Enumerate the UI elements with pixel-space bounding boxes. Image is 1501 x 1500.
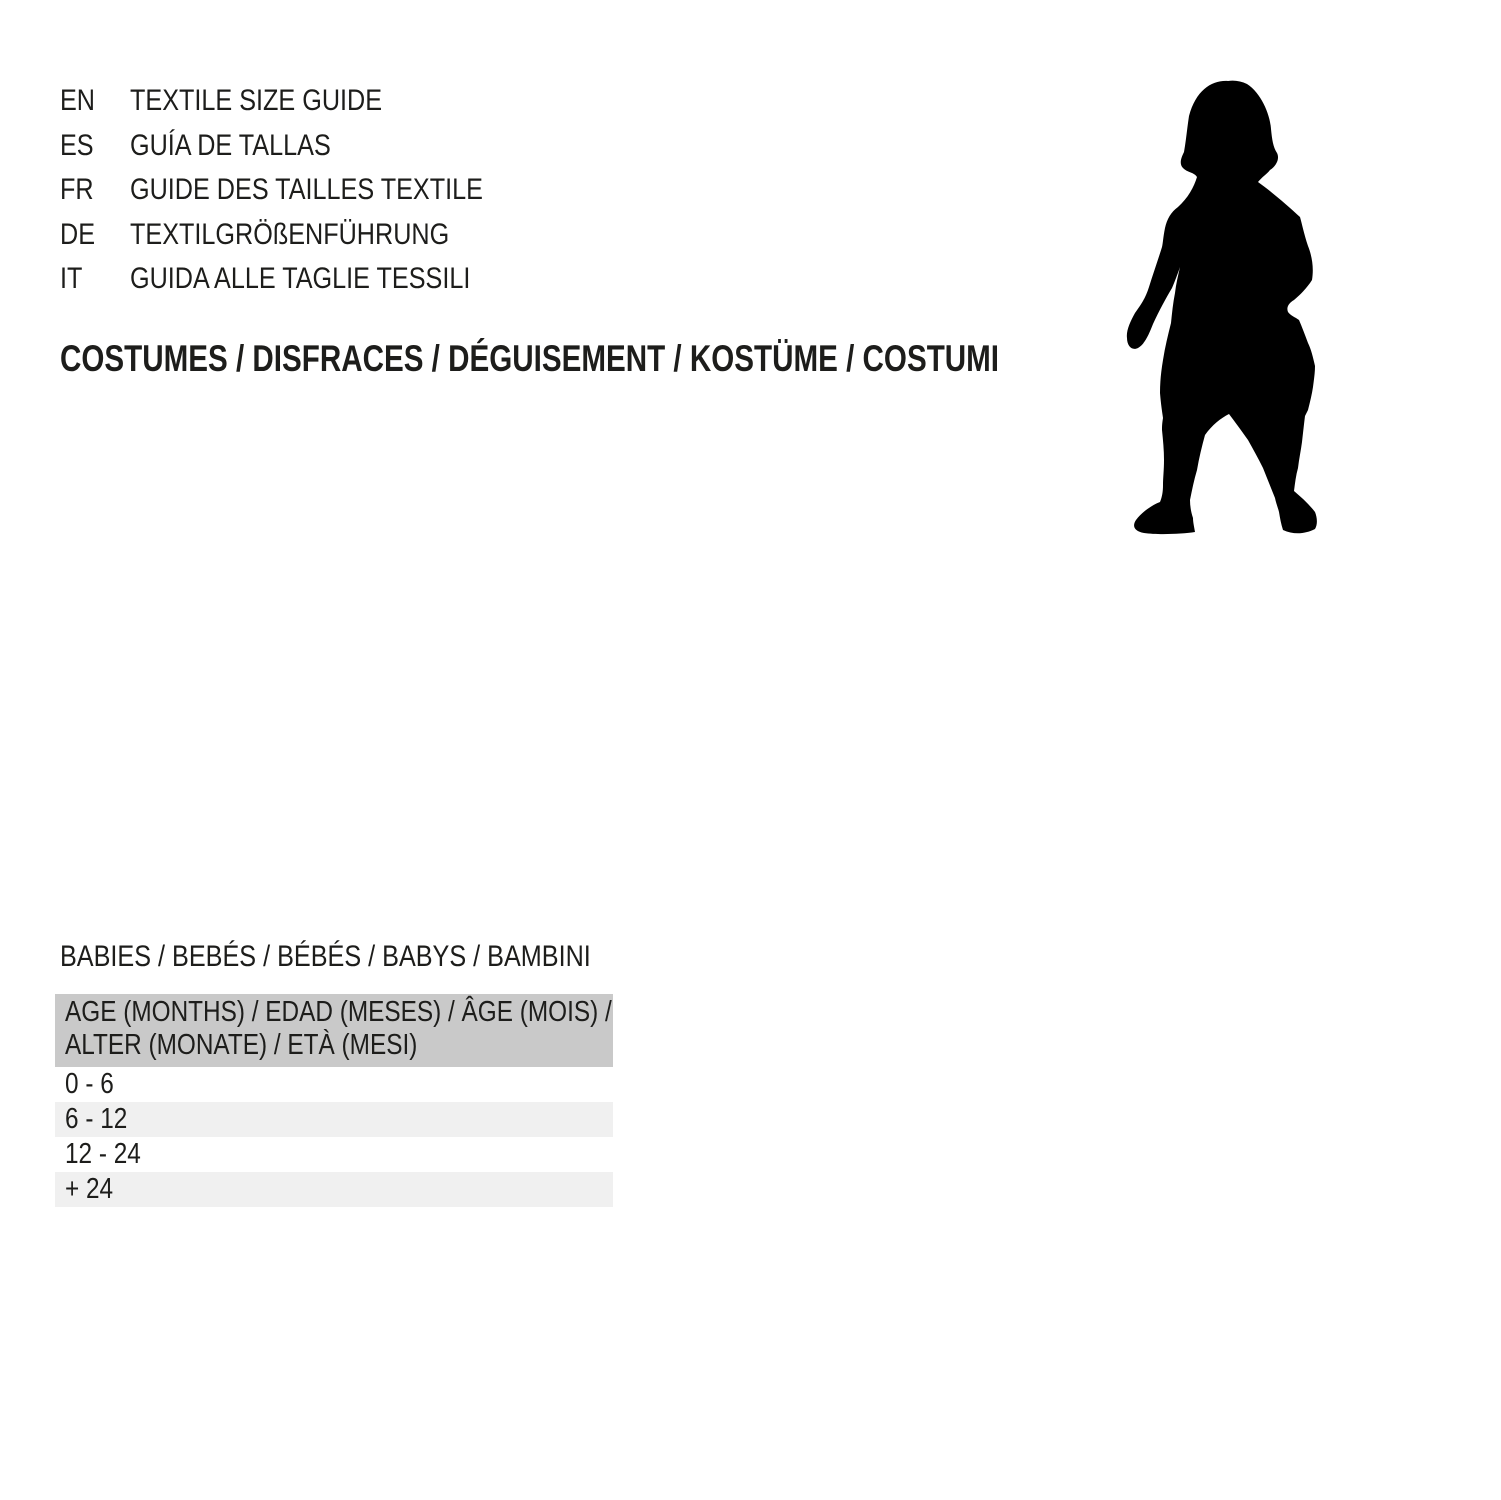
lang-row-es: [60, 124, 550, 169]
baby-silhouette-icon: [1100, 60, 1400, 560]
lang-label-it: GUIDA ALLE TAGLIE TESSILI: [130, 262, 471, 296]
age-size-table: [55, 994, 613, 1207]
lang-label-de: TEXTILGRÖßENFÜHRUNG: [130, 217, 450, 251]
table-header-age: [55, 994, 613, 1067]
table-row-6-12: [55, 1102, 613, 1137]
table-header-line1: AGE (MONTHS) / EDAD (MESES) / ÂGE (MOIS) /: [65, 996, 612, 1028]
table-cell-age-range: 6 - 12: [65, 1103, 128, 1135]
lang-code-en: EN: [60, 84, 96, 118]
table-row-plus-24: [55, 1172, 613, 1207]
section-title-babies: [60, 940, 692, 974]
table-cell-age-range: 0 - 6: [65, 1068, 114, 1100]
table-row-12-24: [55, 1137, 613, 1172]
table-row-0-6: [55, 1067, 613, 1102]
lang-row-de: [60, 213, 550, 258]
table-cell-age-range: 12 - 24: [65, 1138, 141, 1170]
lang-label-fr: GUIDE DES TAILLES TEXTILE: [130, 173, 483, 207]
lang-row-fr: [60, 168, 550, 213]
lang-code-fr: FR: [60, 173, 94, 207]
lang-code-it: IT: [60, 262, 83, 296]
lang-row-it: [60, 257, 550, 302]
language-guide-list: [60, 79, 550, 302]
section-title-text: BABIES / BEBÉS / BÉBÉS / BABYS / BAMBINI: [60, 940, 591, 973]
table-header-line2: ALTER (MONATE) / ETÀ (MESI): [65, 1029, 418, 1061]
table-cell-age-range: + 24: [65, 1173, 114, 1205]
lang-label-en: TEXTILE SIZE GUIDE: [130, 84, 383, 118]
lang-code-es: ES: [60, 128, 94, 162]
category-title-text: COSTUMES / DISFRACES / DÉGUISEMENT / KOSTÜME / COSTUMI: [60, 338, 1000, 379]
lang-label-es: GUÍA DE TALLAS: [130, 128, 331, 162]
lang-row-en: [60, 79, 550, 124]
category-title: [60, 338, 1234, 380]
lang-code-de: DE: [60, 217, 96, 251]
